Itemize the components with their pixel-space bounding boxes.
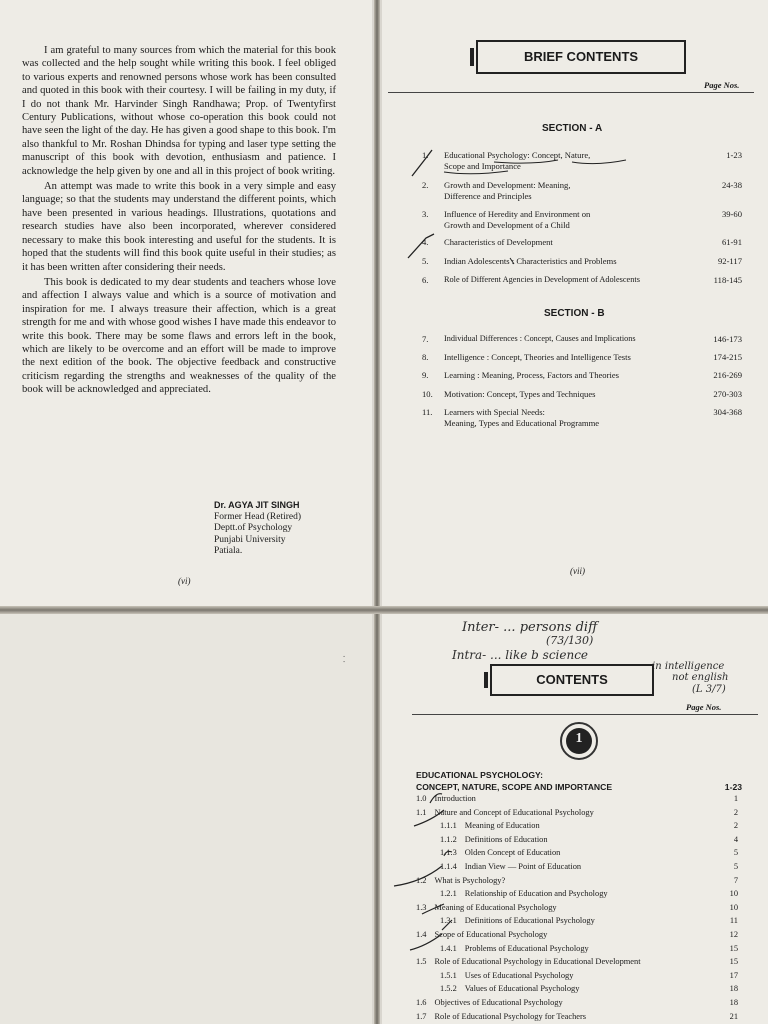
entry-page: 15 <box>729 943 738 953</box>
entry-number: 1.3.1 <box>440 916 457 926</box>
entry-title: Meaning of Educational Psychology <box>434 902 557 912</box>
entry-title: Uses of Educational Psychology <box>464 970 574 980</box>
entry-title: Indian View — Point of Education <box>464 862 582 871</box>
entry-page: 4 <box>733 834 738 844</box>
pen-marks <box>382 0 768 606</box>
entry-title: Problems of Educational Psychology <box>464 943 589 953</box>
entry-page: 18 <box>729 998 738 1007</box>
handwritten-note: not english <box>672 672 729 683</box>
contents-title: CONTENTS <box>490 664 654 696</box>
entry-number: 1.1.1 <box>440 821 457 831</box>
chapter-title-line1: EDUCATIONAL PSYCHOLOGY: <box>416 770 544 780</box>
brief-contents-page <box>382 0 768 606</box>
entry-number: 1.5.2 <box>440 984 457 994</box>
pen-marks <box>382 614 768 1024</box>
entry-number: 1.1 <box>416 807 427 817</box>
entry-number: 1.2.1 <box>440 889 457 899</box>
entry-title: Meaning of Education <box>464 821 540 831</box>
entry-page: 1 <box>733 794 738 803</box>
brief-item: 1. Educational Psychology: Concept, Nature, Scope and Importance 1-23 <box>422 150 742 171</box>
entry-page: 5 <box>733 862 738 871</box>
handwritten-note: (L 3/7) <box>692 684 726 695</box>
entry-page: 10 <box>729 902 738 912</box>
handwritten-note: Inter- ... persons diff <box>462 620 598 635</box>
entry-page: 7 <box>733 875 738 885</box>
entry-title: Values of Educational Psychology <box>464 984 580 994</box>
entry-page: 11 <box>729 916 738 926</box>
entry-page: 15 <box>729 957 738 967</box>
entry-number: 1.0 <box>416 794 427 803</box>
entry-title: Definitions of Educational Psychology <box>464 916 595 926</box>
handwritten-note: Intra- ... like b science <box>452 648 589 662</box>
entry-page: 2 <box>733 807 738 817</box>
brief-item: 5. Indian Adolescents : Characteristics and Problems 92-117 <box>422 256 742 266</box>
author-university: Punjabi University <box>214 534 286 545</box>
entry-page: 10 <box>729 889 738 899</box>
brief-item: 6. Role of Different Agencies in Development of Adolescents 118-145 <box>422 275 742 285</box>
brief-item: 4. Characteristics of Development 61-91 <box>422 237 742 247</box>
entry-title: Role of Educational Psychology in Educational Development <box>434 957 641 967</box>
entry-title: Relationship of Education and Psychology <box>464 889 608 899</box>
chapter-number: 1 <box>566 728 592 754</box>
handwritten-note: in intelligence <box>652 661 725 672</box>
preface-paragraph: This book is dedicated to my dear students and teachers whose love and affection I always value and which is a source of motivation and inspiration for me. I always treasure their affection, which is a great strength for me and with whose good wishes I have made this endeavor to write this book. There may be some flaws and errors left in the book, which are likely to be overcome and an effort will be made to improve the next edition of the book. The objective feedback and constructive criticism regarding the strengths and weaknesses of the quality of the book will be acknowledged and appreciated. <box>22 276 336 396</box>
entry-number: 1.5 <box>416 957 427 967</box>
brief-contents-title: BRIEF CONTENTS <box>476 40 686 74</box>
entry-number: 1.6 <box>416 998 427 1007</box>
page-nos-label: Page Nos. <box>704 80 740 90</box>
page-number: (vi) <box>178 576 191 586</box>
entry-page: 17 <box>729 970 738 980</box>
entry-number: 1.7 <box>416 1011 427 1021</box>
author-signature <box>214 500 301 558</box>
author-name: Dr. AGYA JIT SINGH <box>214 500 300 510</box>
chapter-title-line2: CONCEPT, NATURE, SCOPE AND IMPORTANCE 1-23 <box>416 782 742 792</box>
preface-page <box>0 0 372 606</box>
entry-title: Scope of Educational Psychology <box>434 930 548 939</box>
section-a-heading: SECTION - A <box>542 123 603 134</box>
entry-title: Objectives of Educational Psychology <box>434 998 563 1007</box>
brief-item: 8. Intelligence : Concept, Theories and Intelligence Tests 174-215 <box>422 352 742 362</box>
brief-item: 7. Individual Differences : Concept, Causes and Implications 146-173 <box>422 334 742 344</box>
entry-title: Role of Educational Psychology for Teachers <box>434 1011 587 1021</box>
entry-title: Nature and Concept of Educational Psychology <box>434 807 594 817</box>
entry-number: 1.2 <box>416 875 427 885</box>
brief-item: 10. Motivation: Concept, Types and Techniques 270-303 <box>422 389 742 399</box>
brief-item: 9. Learning : Meaning, Process, Factors and Theories 216-269 <box>422 370 742 380</box>
contents-page <box>382 614 768 1024</box>
handwritten-note: (73/130) <box>546 634 594 647</box>
entry-number: 1.3 <box>416 902 427 912</box>
entry-page: 5 <box>733 848 738 858</box>
entry-number: 1.1.2 <box>440 834 457 844</box>
preface-paragraph: I am grateful to many sources from which the material for this book was collected and the help sought while writing this book. I feel obliged to various experts and renowned persons whose work has been consulted and quoted in this book with their courtesy. I will be failing in my duty, if I do not thank Mr. Harvinder Singh Randhawa; Prop. of Twentyfirst Century Publications, without whose co-operation this book could not have seen the light of the day. He has given a good shape to this book. I'm also thankful to Mr. Roshan Dhindsa for typing and laser type setting the manuscript of this book with devotion, enthusiasm and patience. I acknowledge the help given by one and all in this project of book writing. <box>22 45 336 177</box>
entry-title: Introduction <box>434 794 476 803</box>
entry-number: 1.4.1 <box>440 943 457 953</box>
section-b-heading: SECTION - B <box>544 308 605 319</box>
page-number: (vii) <box>570 566 585 576</box>
preface-paragraph: An attempt was made to write this book in a very simple and easy language; so that the students may understand the different points, which have been presented in various headings. Illustrations, quotations and research studies have also been incorporated, wherever considered necessary to make this book interesting and useful for the students. It is hoped that the students will find this book quite useful in their studies; as it has been written after considering their needs. <box>22 181 336 273</box>
entry-number: 1.4 <box>416 930 427 939</box>
entry-title: Definitions of Education <box>464 834 548 844</box>
page-fold-horizontal <box>0 606 768 614</box>
brief-item: 3. Influence of Heredity and Environment on Growth and Development of a Child 39-60 <box>422 209 742 230</box>
blank-page <box>0 614 372 1024</box>
entry-title: What is Psychology? <box>434 875 506 885</box>
entry-page: 12 <box>729 930 738 939</box>
author-city: Patiala. <box>214 546 243 556</box>
entry-number: 1.1.4 <box>440 862 457 871</box>
entry-number: 1.5.1 <box>440 970 457 980</box>
entry-page: 21 <box>729 1011 738 1021</box>
author-role: Former Head (Retired) <box>214 511 302 522</box>
author-dept: Deptt.of Psychology <box>214 523 293 533</box>
entry-page: 2 <box>733 821 738 831</box>
bleed-through-marks: · · <box>339 654 350 664</box>
brief-item: 2. Growth and Development: Meaning, Difference and Principles 24-38 <box>422 180 742 201</box>
entry-title: Olden Concept of Education <box>464 848 561 858</box>
preface-text <box>22 44 336 399</box>
page-nos-label: Page Nos. <box>686 702 722 712</box>
entry-page: 18 <box>729 984 738 994</box>
entry-number: 1.1.3 <box>440 848 457 858</box>
brief-item: 11. Learners with Special Needs: Meaning, Types and Educational Programme 304-368 <box>422 407 742 428</box>
page-fold-vertical <box>374 0 380 1024</box>
